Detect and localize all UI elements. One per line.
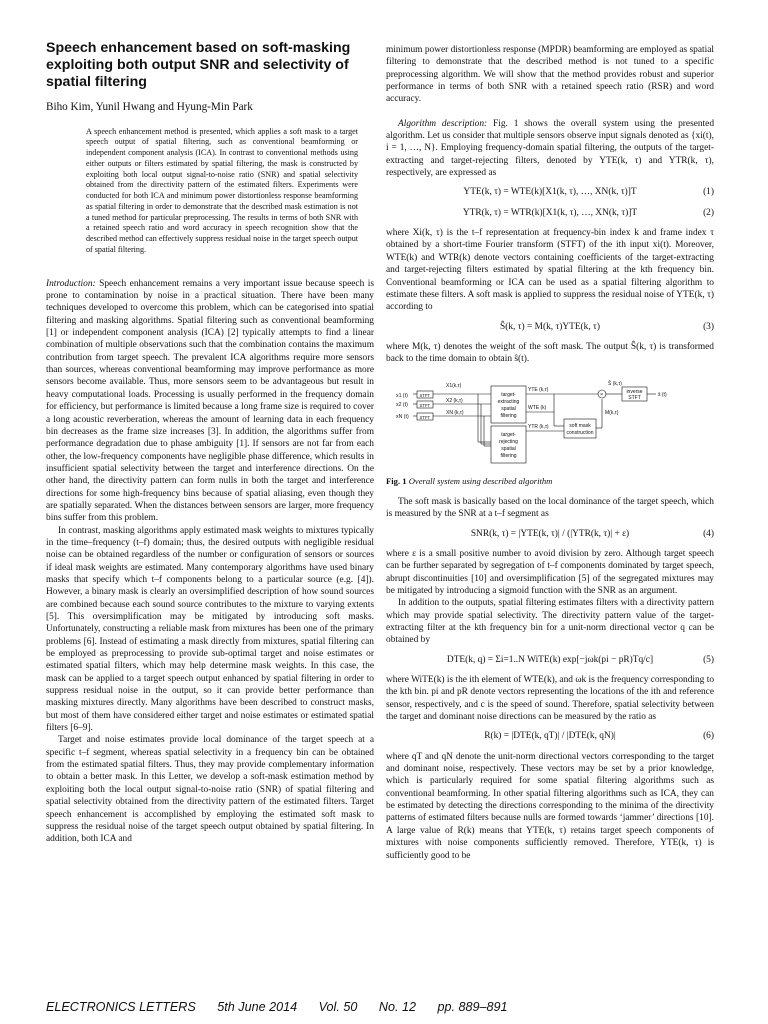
equation-3 — [386, 321, 714, 333]
eq6-number: (6) — [703, 731, 714, 742]
tr-label-1: target- — [501, 431, 516, 438]
left-column — [46, 40, 374, 846]
fig-input-n: xN (t) — [396, 413, 409, 420]
multiply-symbol: × — [600, 391, 604, 398]
te-label-4: filtering — [500, 412, 517, 419]
fig-ytr: YTR (k,τ) — [528, 423, 549, 430]
fig-xn: XN (k,τ) — [446, 409, 464, 416]
footer-number: No. 12 — [378, 1000, 416, 1014]
eq4-number: (4) — [703, 528, 714, 539]
equation-6 — [386, 730, 714, 742]
fig-out: ŝ (t) — [658, 391, 667, 398]
algo-paragraph-1 — [386, 118, 714, 180]
eq3-number: (3) — [703, 321, 714, 332]
intro-paragraph-3: Target and noise estimates provide local dominance of the target speech at a specific t–f segment, whereas spatial selectivity in a frequency bin can be obtained from the estimated spatial filters. Thus, they may provide complementary information to obtain a better mask. In this Letter, we develop a soft-mask estimation method by exploiting both the local output signal-to-noise ratio (SNR) of spatial filtering and spatial selectivity obtained from the directivity pattern of the estimated filters. Target speech enhancement is accomplished by employing the estimated soft mask to suppress the residual noise of the target speech output obtained by spatial filtering. In addition, both ICA and — [46, 735, 374, 845]
fig-input-1: x1 (t) — [396, 392, 408, 399]
page-footer — [46, 1000, 726, 1014]
intro-paragraph-1 — [46, 278, 374, 525]
eq5-number: (5) — [703, 654, 714, 665]
figure-1 — [386, 372, 714, 472]
algo-paragraph-8: where qT and qN denote the unit-norm directional vectors corresponding to the target and dominant noise, respectively. These vectors may be set by a prior knowledge, which is particularly required for some spatial filtering algorithms such as conventional beamforming. In other spatial filtering algorithms such as ICA, they can be estimated by detecting the directions corresponding to the minima of the directivity patterns of estimated filters because nulls are formed towards ‘jammer’ directions [10]. A large value of R(k) means that YTE(k, τ) retains target speech components of mixtures with noise components sufficiently removed. Therefore, YTE(k, τ) is sufficiently good to be — [386, 751, 714, 861]
eq2-number: (2) — [703, 207, 714, 218]
equation-5 — [386, 654, 714, 666]
algo-paragraph-2: where Xi(k, τ) is the t–f representation at frequency-bin index k and frame index τ obtained by a short-time Fourier transform (STFT) of the ith input xi(t). Moreover, WTE(k) and WTR(k) denote vectors containing coefficients of the target-extracting and target-rejecting filters estimated by spatial filtering at the kth frequency bin. Conventional beamforming or ICA can be used as a spatial filtering algorithm to estimate these filters. A soft mask is applied to suppress the residual noise of YTE(k, τ) according to — [386, 228, 714, 313]
eq6-body: R(k) = |DTE(k, qT)| / |DTE(k, qN)| — [484, 731, 616, 742]
algo-text-1: Fig. 1 shows the overall system using the presented algorithm. Let us consider that multiple sensors observe input signals denoted as {xi(t), i = 1, …, N}. Employing frequency-domain spatial filtering, the outputs of the target-extracting and target-rejecting filters, denoted by YTE(k, τ) and YTR(k, τ), respectively, are expressed as — [386, 118, 715, 179]
stft-label-n: STFT — [419, 414, 430, 420]
eq1-number: (1) — [703, 187, 714, 198]
intro-paragraph-2: In contrast, masking algorithms apply estimated mask weights to mixtures typically in the time–frequency (t–f) domain; thus, the desired outputs with negligible residual noise can be obtained regardless of the number or configuration of sensors or sources if ideal mask weights are estimated. Many contemporary algorithms have used binary masks that specify which t–f components belong to a particular source (e.g. [4]). However, a binary mask is clearly an oversimplified description of how sound sources are combined because each sound source contributes to the mixture to varying extents [5]. This oversimplification may be mitigated by introducing soft masks. Unfortunately, constructing a reliable mask from mixtures has been one of the primary problems [6]. Instead of estimating a mask directly from mixtures, spatial filtering can be employed as preprocessing to provide sub-optimal target and noise estimates or estimated spatial filters, which may help determine mask weights. In this case, the mask can be applied to a target speech output enhanced by spatial filtering in order to suppress residual noise in the output, so it can provide better performance than masking mixtures directly. Many algorithms have been described to construct masks, but most of them have considered either target and noise estimates or estimated spatial filters [6–9]. — [46, 525, 374, 734]
soft-mask-label-2: construction — [566, 429, 594, 436]
abstract: A speech enhancement method is presented, which applies a soft mask to a target speech output of spatial filtering, such as conventional beamforming or independent component analysis (ICA). In contrast to conventional methods using either outputs or filters estimated by spatial filtering, the mask is constructed by exploiting both local output signal-to-noise ratio (SNR) and spatial selectivity obtained from the directivity pattern of the estimated filters. Experiments were conducted for both ICA and minimum power distortionless response beamforming as spatial filtering in order to demonstrate that the described mask estimation is not a tuned method for particular preprocessing. The results in terms of both SNR with a retained speech ratio and word accuracy in speech recognition show that the described method can effectively suppress residual noise in the target speech output of spatial filtering. — [86, 126, 358, 254]
tr-label-2: rejecting — [499, 438, 518, 445]
fig-x2: X2 (k,τ) — [446, 397, 463, 404]
system-diagram — [386, 372, 714, 472]
fig-caption-label: Fig. 1 — [386, 475, 407, 486]
intro-heading: Introduction: — [46, 278, 96, 289]
algo-paragraph-7: where WiTE(k) is the ith element of WTE(k), and ωk is the frequency corresponding to the kth bin. pi and pR denote vectors representing the locations of the ith and reference sensor, respectively, and c is the speed of sound. Therefore, spatial selectivity between the target and dominant noise directions can be measured by the ratio as — [386, 675, 715, 723]
footer-date: 5th June 2014 — [217, 1000, 298, 1014]
algo-paragraph-3: where M(k, τ) denotes the weight of the soft mask. The output Ŝ(k, τ) is transformed back to the time domain to obtain ŝ(t). — [386, 341, 714, 365]
fig-caption-text: Overall system using described algorithm — [408, 475, 553, 486]
te-label-1: target- — [501, 391, 516, 398]
tr-label-4: filtering — [500, 452, 517, 459]
eq4-body: SNR(k, τ) = |YTE(k, τ)| / (|YTR(k, τ)| + ε) — [470, 528, 630, 539]
intro-text-1: Speech enhancement remains a very important issue because speech is prone to contamination by noise in a practical situation. There have been many techniques developed to overcome this problem, which can be categorised into spatial filtering and masking algorithms. Spatial filtering such as conventional beamforming [1] or independent component analysis (ICA) [2] typically attempts to find a linear combination of multiple observations such that the combination contains the maximum contribution from target speech. The prevalent ICA algorithms require more sensors than sources, whereas conventional beamforming may improve performance as more sensors become available. Thus, more sensors seem to be advantageous but result in heavy computational loads. Processing is usually performed in the frequency domain for efficiency, but performance is limited because a long frame size is required to cover a long acoustic reverberation, whereas the amount of learning data in each frequency bin decreases as the frame size increases [3]. In addition, the algorithms suffer from performance degradation due to phase ambiguity [1]. If sensors are not far from each other, the low-frequency components have negligible phase difference, which results in insufficient spatial selectivity between the target and interference directions. On the other hand, the directivity pattern can form nulls in both the target and interference directions for some high-frequency bins because of spatial aliasing, even though they are spatially separated. When the distances between sensors are larger, more frequency bins suffer from this problem. — [46, 278, 374, 524]
equation-4 — [386, 528, 714, 540]
footer-volume: Vol. 50 — [318, 1000, 358, 1014]
equation-2 — [386, 207, 714, 219]
algo-paragraph-5: where ε is a small positive number to avoid division by zero. Although target speech can be further separated by segregation of t–f components dominated by target speech, abrupt discontinuities [10] and oversimplification [5] of the segregated mixtures may be mitigated by introducing a sigmoid function with the SNR as an argument. — [386, 548, 714, 596]
fig-x1: X1(k,τ) — [446, 382, 462, 389]
eq1-body: YTE(k, τ) = WTE(k)[X1(k, τ), …, XN(k, τ)]T — [463, 187, 637, 198]
fig-mask: M(k,τ) — [605, 409, 619, 416]
soft-mask-label-1: soft mask — [569, 422, 591, 429]
fig-input-2: x2 (t) — [396, 401, 408, 408]
te-label-3: spatial — [501, 405, 516, 412]
tr-label-3: spatial — [501, 445, 516, 452]
istft-label-1: inverse — [626, 388, 643, 395]
stft-label-2: STFT — [419, 402, 430, 408]
te-label-2: extracting — [497, 398, 520, 405]
eq3-body: Ŝ(k, τ) = M(k, τ)YTE(k, τ) — [500, 321, 600, 332]
paper-authors: Biho Kim, Yunil Hwang and Hyung-Min Park — [46, 101, 253, 114]
eq5-body: DTE(k, q) = Σi=1..N WiTE(k) exp[−jωk(pi − pR)Tq/c] — [446, 654, 654, 665]
fig-yte: YTE (k,τ) — [528, 386, 549, 393]
algo-paragraph-6: In addition to the outputs, spatial filtering estimates filters with a directivity pattern which may provide spatial selectivity. The directivity pattern value of the target-extracting filter at the kth frequency bin for a unit-norm directional vector q can be obtained by — [386, 598, 714, 646]
istft-label-2: STFT — [628, 394, 641, 401]
paper-title: Speech enhancement based on soft-masking exploiting both output SNR and selectivity of spatial filtering — [46, 40, 351, 90]
equation-1 — [386, 186, 714, 198]
right-paragraph-1: minimum power distortionless response (MPDR) beamforming are employed as spatial filtering to demonstrate that the described method is not tuned to a specific preprocessing algorithm. We will show that the method provides robust and superior performance in terms of both SNR with a retained speech ratio (RSR) and word accuracy. — [386, 45, 714, 105]
fig-shat: Ŝ (k,τ) — [608, 380, 622, 387]
algo-heading: Algorithm description: — [398, 118, 488, 129]
stft-label-1: STFT — [419, 392, 430, 398]
right-column — [386, 44, 714, 862]
algo-paragraph-4: The soft mask is basically based on the local dominance of the target speech, which is measured by the SNR at a t–f segment as — [386, 496, 714, 520]
footer-pages: pp. 889–891 — [437, 1000, 508, 1014]
footer-journal: ELECTRONICS LETTERS — [46, 1000, 196, 1014]
eq2-body: YTR(k, τ) = WTR(k)[X1(k, τ), …, XN(k, τ)]T — [462, 207, 638, 218]
fig-wte: WTE (k) — [528, 404, 547, 411]
figure-caption — [386, 475, 714, 487]
